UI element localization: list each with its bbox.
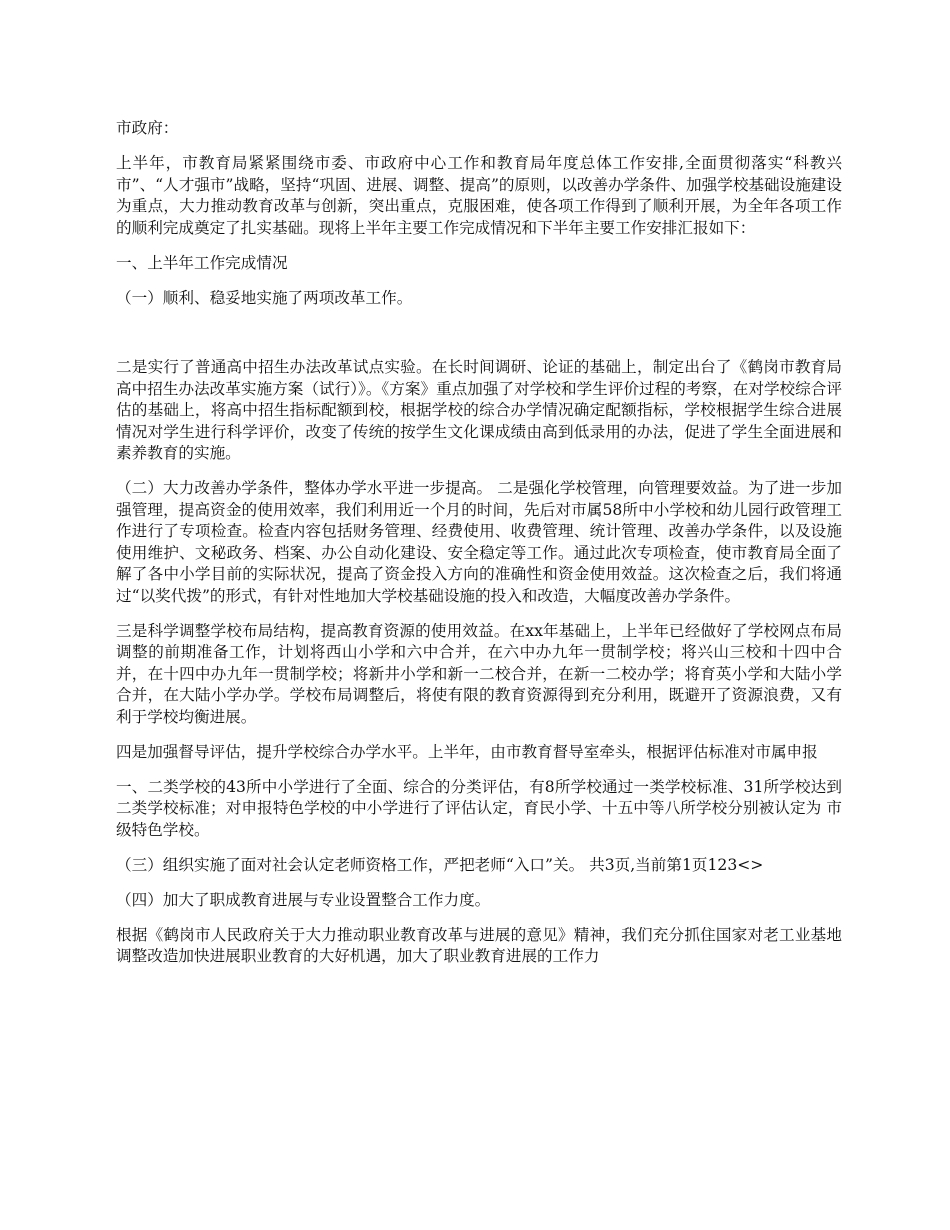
body-paragraph: 一、二类学校的43所中小学进行了全面、综合的分类评估，有8所学校通过一类学校标准、31所学校达到二类学校标准；对申报特色学校的中小学进行了评估认定，育民小学、十五中等八所学校分别被认定为 市级特色学校。 (116, 777, 842, 839)
intro-paragraph: 上半年，市教育局紧紧围绕市委、市政府中心工作和教育局年度总体工作安排,全面贯彻落实“科教兴市”、“人才强市”战略，坚持“巩固、进展、调整、提高”的原则，以改善办学条件、加强学校基础设施建设为重点，大力推动教育改革与创新，突出重点，克服困难，使各项工作得到了顺利开展，为全年各项工作的顺利完成奠定了扎实基础。现将上半年主要工作完成情况和下半年主要工作安排汇报如下： (116, 154, 842, 237)
subsection-heading-4: （四）加大了职成教育进展与专业设置整合工作力度。 (116, 890, 491, 909)
document-body (116, 118, 842, 981)
subsection-heading-3: （三）组织实施了面对社会认定老师资格工作，严把老师“入口”关。 共3页,当前第1页123<> (116, 855, 764, 874)
section-heading: 一、上半年工作完成情况 (116, 253, 288, 272)
body-paragraph: （二）大力改善办学条件，整体办学水平进一步提高。 二是强化学校管理，向管理要效益。为了进一步加强管理，提高资金的使用效率，我们利用近一个月的时间，先后对市属58所中小学校和幼儿园行政管理工作进行了专项检查。检查内容包括财务管理、经费使用、收费管理、统计管理、改善办学条件，以及设施使用维护、文秘政务、档案、办公自动化建设、安全稳定等工作。通过此次专项检查，使市教育局全面了解了各中小学目前的实际状况，提高了资金投入方向的准确性和资金使用效益。这次检查之后，我们将通过“以奖代拨”的形式，有针对性地加大学校基础设施的投入和改造，大幅度改善办学条件。 (116, 479, 842, 605)
salutation: 市政府： (116, 119, 179, 137)
subsection-heading-1: （一）顺利、稳妥地实施了两项改革工作。 (116, 288, 413, 307)
body-paragraph: 根据《鹤岗市人民政府关于大力推动职业教育改革与进展的意见》精神，我们充分抓住国家对老工业基地调整改造加快进展职业教育的大好机遇，加大了职业教育进展的工作力 (116, 925, 842, 965)
body-paragraph: 三是科学调整学校布局结构，提高教育资源的使用效益。在xx年基础上，上半年已经做好了学校网点布局调整的前期准备工作，计划将西山小学和六中合并，在六中办九年一贯制学校；将兴山三校和十四中合并，在十四中办九年一贯制学校；将新井小学和新一二校合并，在新一二校办学；将育英小学和大陆小学合并，在大陆小学办学。学校布局调整后，将使有限的教育资源得到充分利用，既避开了资源浪费，又有利于学校均衡进展。 (116, 621, 842, 726)
body-paragraph: 四是加强督导评估，提升学校综合办学水平。上半年，由市教育督导室牵头，根据评估标准对市属申报 (116, 742, 818, 761)
body-paragraph: 二是实行了普通高中招生办法改革试点实验。在长时间调研、论证的基础上，制定出台了《鹤岗市教育局高中招生办法改革实施方案（试行）》。《方案》重点加强了对学校和学生评价过程的考察，在对学校综合评估的基础上，将高中招生指标配额到校，根据学校的综合办学情况确定配额指标，学校根据学生综合进展情况对学生进行科学评价，改变了传统的按学生文化课成绩由高到低录用的办法，促进了学生全面进展和素养教育的实施。 (116, 358, 842, 462)
